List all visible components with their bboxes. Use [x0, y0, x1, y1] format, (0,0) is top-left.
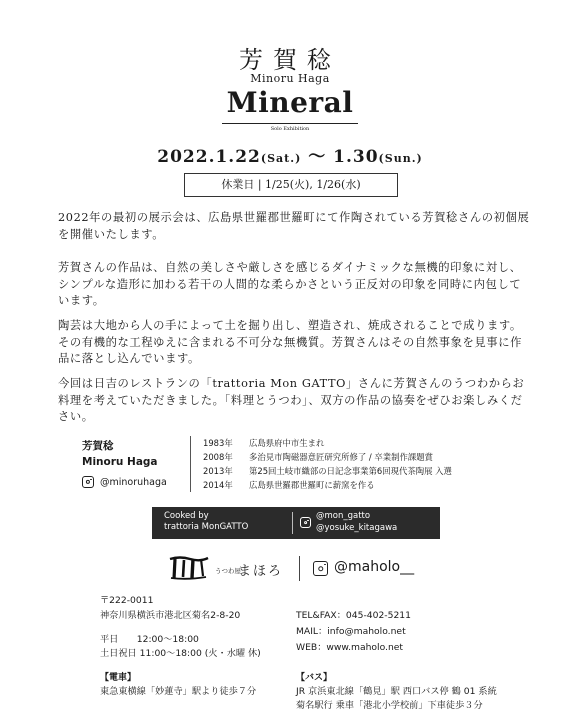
instagram-icon [313, 561, 328, 576]
career-item [203, 450, 452, 464]
career-year: 2014年 [203, 480, 233, 490]
artist-name-ja: 芳賀稔 [239, 46, 341, 74]
collab-banner [152, 507, 440, 539]
shop-hours-weekend: 土日祝日 11:00〜18:00 (火・水曜 休) [100, 648, 261, 659]
career-item [203, 436, 452, 450]
collab-divider [292, 512, 293, 534]
bio-divider [190, 436, 191, 492]
intro-paragraph-1: 2022年の最初の展示会は、広島県世羅郡世羅町にて作陶されている芳賀稔さんの初個展を開催いたします。 [58, 211, 530, 241]
title-underline [222, 123, 358, 124]
date-start: 2022.1.22 [157, 147, 261, 167]
shop-hours-weekday: 平日 12:00〜18:00 [100, 634, 199, 645]
collab-accounts [316, 511, 397, 534]
closed-days-box: 休業日 | 1/25(火), 1/26(水) [184, 173, 398, 197]
shop-address: 神奈川県横浜市港北区菊名2-8-20 [100, 610, 241, 621]
date-end: 1.30 [333, 147, 379, 167]
collab-label-line1: Cooked by [164, 511, 209, 521]
career-year: 2008年 [203, 452, 233, 462]
career-text: 第25回土岐市織部の日記念事業第6回現代茶陶展 入選 [249, 466, 452, 476]
train-heading: 【電車】 [100, 673, 137, 683]
career-text: 多治見市陶磁器意匠研究所修了 / 卒業制作課題賞 [249, 452, 434, 462]
bus-access-line1: JR 京浜東北線「鶴見」駅 西口バス停 鶴 01 系統 [296, 686, 497, 697]
shop-web[interactable]: WEB：www.maholo.net [296, 642, 404, 653]
shop-postal: 〒222-0011 [100, 595, 154, 606]
collab-account[interactable]: @mon_gatto [316, 511, 371, 521]
shop-name: まほろ [238, 564, 284, 579]
intro-paragraph-4: 今回は日吉のレストランの「trattoria Mon GATTO」さんに芳賀さんのうつわからお料理を考えていただきました。「料理とうつわ」、双方の作品の協奏をぜひお楽しみください。 [58, 377, 525, 423]
instagram-icon [300, 517, 311, 528]
career-item [203, 464, 452, 478]
artist-instagram-handle[interactable]: @minoruhaga [100, 477, 167, 488]
exhibition-dates [0, 142, 580, 167]
bio-name-en: Minoru Haga [82, 456, 158, 468]
exhibition-title: Mineral [226, 86, 354, 119]
career-text: 広島県世羅郡世羅町に薪窯を作る [249, 480, 375, 490]
shop-mail[interactable]: MAIL：info@maholo.net [296, 626, 406, 637]
collab-label-line2: trattoria MonGATTO [164, 522, 249, 532]
bus-heading: 【バス】 [296, 673, 333, 683]
shop-instagram-handle[interactable]: @maholo__ [334, 559, 415, 575]
collab-account[interactable]: @yosuke_kitagawa [316, 522, 398, 533]
shop-name-small: うつわ屋 [215, 567, 241, 575]
date-start-day: (Sat.) [260, 152, 302, 165]
career-list [203, 436, 452, 492]
intro-paragraph-3: 陶芸は大地から人の手によって土を掘り出し、塑造され、焼成されることで成ります。その有機的な工程ゆえに含まれる不可分な無機質。芳賀さんはその自然事象を見事に作品に落とし込んでいます。 [58, 319, 522, 365]
exhibition-subtitle: Solo Exhibition [270, 126, 310, 132]
date-separator: 〜 [308, 147, 327, 167]
career-item [203, 478, 452, 492]
career-year: 2013年 [203, 466, 233, 476]
instagram-icon [82, 476, 94, 488]
maholo-logo-icon [168, 551, 210, 581]
career-text: 広島県府中市生まれ [249, 438, 325, 448]
shop-divider [299, 556, 300, 581]
train-access: 東急東横線「妙蓮寺」駅より徒歩７分 [100, 686, 257, 697]
artist-name-en: Minoru Haga [250, 72, 330, 85]
career-year: 1983年 [203, 438, 233, 448]
bus-access-line2: 菊名駅行 乗車「港北小学校前」下車徒歩３分 [296, 700, 483, 711]
collab-label [164, 511, 248, 533]
bio-name-ja: 芳賀稔 [82, 440, 114, 452]
date-end-day: (Sun.) [378, 152, 423, 165]
intro-paragraph-2: 芳賀さんの作品は、自然の美しさや厳しさを感じるダイナミックな無機的印象に対し、シンプルな造形に加わる若干の人間的な柔らかさという正反対の印象を同時に内包しています。 [58, 261, 522, 307]
shop-tel: TEL&FAX：045-402-5211 [296, 610, 411, 621]
